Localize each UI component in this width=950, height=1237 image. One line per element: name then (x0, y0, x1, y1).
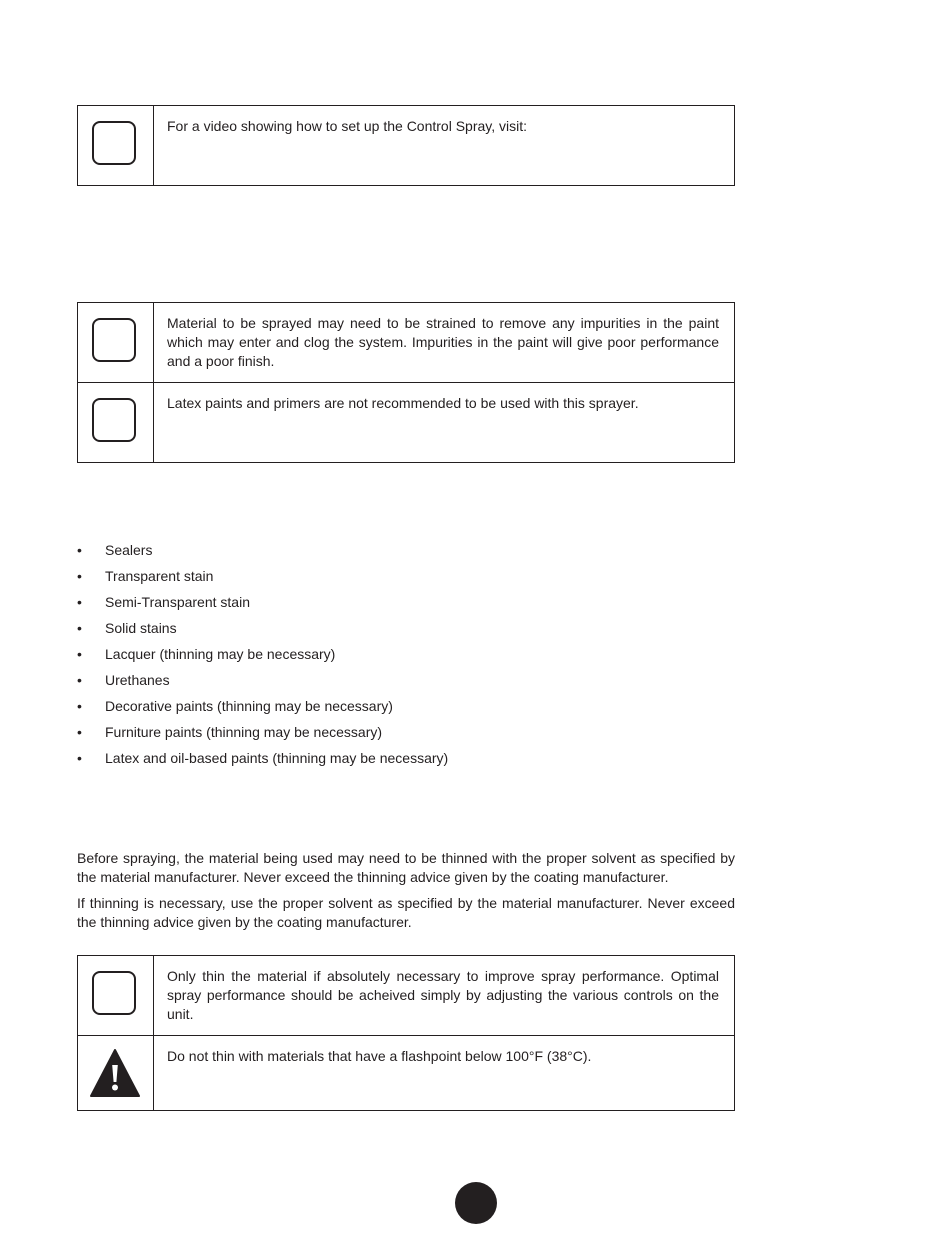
list-item (77, 539, 448, 565)
warning-text: Do not thin with materials that have a flashpoint below 100°F (38°C). (167, 1048, 592, 1064)
note-icon-cell (78, 383, 154, 462)
list-item-text: Sealers (105, 542, 153, 558)
thinning-paragraph-2: If thinning is necessary, use the proper solvent as specified by the material manufacturer. Never exceed the thinning advice given by the coating manufacturer. (77, 895, 735, 930)
list-item (77, 565, 448, 591)
list-item-text: Latex and oil-based paints (thinning may be necessary) (105, 750, 449, 766)
list-item (77, 721, 448, 747)
list-item-text: Furniture paints (thinning may be necessary) (105, 724, 383, 740)
thinning-note-box (77, 955, 735, 1111)
warning-icon (90, 1048, 140, 1098)
bullet: • (77, 750, 82, 766)
note-text: Latex paints and primers are not recommended to be used with this sprayer. (167, 395, 639, 411)
bullet: • (77, 724, 82, 740)
bullet: • (77, 672, 82, 688)
note-icon (92, 971, 136, 1015)
list-item (77, 591, 448, 617)
note-icon (92, 318, 136, 362)
list-item (77, 669, 448, 695)
thinning-paragraph-1: Before spraying, the material being used may need to be thinned with the proper solvent as specified by the material manufacturer. Never exceed the thinning advice given by the coating manufacturer. (77, 850, 735, 885)
bullet: • (77, 698, 82, 714)
note-icon (92, 121, 136, 165)
note-icon-cell (78, 956, 154, 1035)
material-note-box (77, 302, 735, 463)
note-row (78, 382, 734, 462)
video-note-box (77, 105, 735, 186)
note-icon-cell (78, 106, 154, 185)
list-item-text: Decorative paints (thinning may be necessary) (105, 698, 393, 714)
note-text: Material to be sprayed may need to be strained to remove any impurities in the paint which may enter and clog the system. Impurities in the paint will give poor performance and a poor finish. (167, 315, 719, 369)
list-item-text: Lacquer (thinning may be necessary) (105, 646, 336, 662)
list-item (77, 747, 448, 773)
note-row (78, 303, 734, 382)
list-item-text: Urethanes (105, 672, 170, 688)
note-text: For a video showing how to set up the Control Spray, visit: (167, 118, 528, 134)
note-row (78, 956, 734, 1035)
bullet: • (77, 568, 82, 584)
bullet: • (77, 620, 82, 636)
note-row (78, 106, 734, 185)
list-item (77, 643, 448, 669)
list-item-text: Solid stains (105, 620, 177, 636)
bullet: • (77, 646, 82, 662)
list-item (77, 695, 448, 721)
note-icon-cell (78, 303, 154, 382)
list-item-text: Transparent stain (105, 568, 214, 584)
page-number-marker (455, 1182, 497, 1224)
materials-list (77, 539, 448, 773)
warning-icon-cell (78, 1036, 154, 1110)
note-row (78, 1035, 734, 1110)
bullet: • (77, 542, 82, 558)
bullet: • (77, 594, 82, 610)
note-text: Only thin the material if absolutely necessary to improve spray performance. Optimal spray performance should be acheived simply by adjusting the various controls on the unit. (167, 968, 719, 1022)
list-item (77, 617, 448, 643)
list-item-text: Semi-Transparent stain (105, 594, 250, 610)
note-icon (92, 398, 136, 442)
